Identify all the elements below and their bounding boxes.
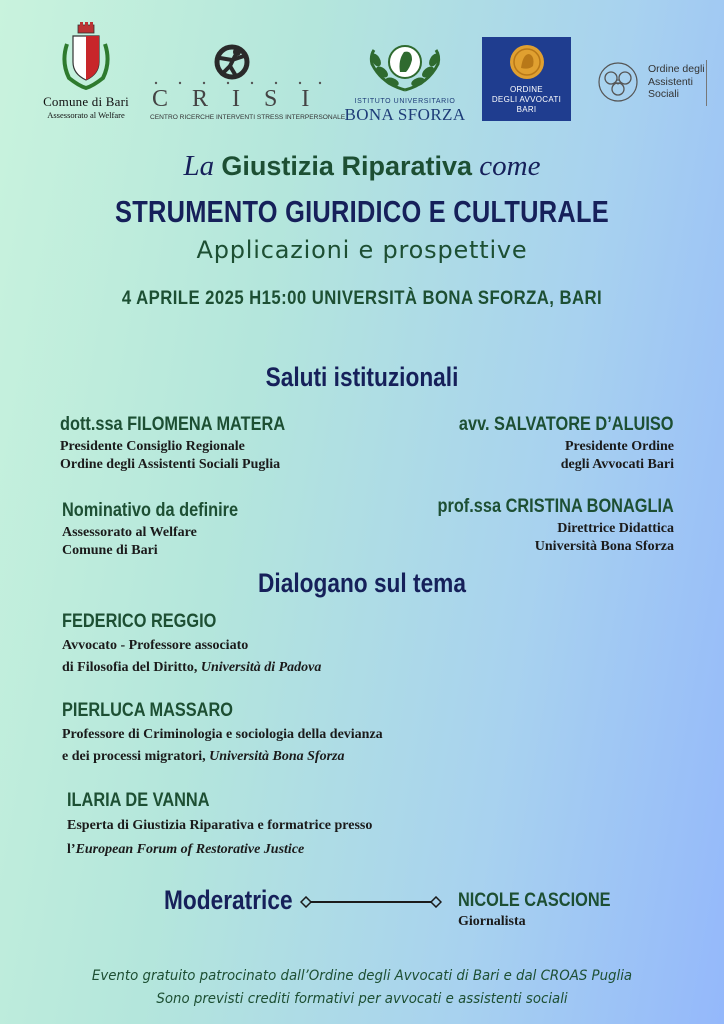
comune-name: Comune di Bari (43, 94, 129, 109)
footer-line2: Sono previsti crediti formativi per avvocati e assistenti sociali (156, 991, 568, 1007)
speaker-matera (60, 414, 322, 474)
speaker-role-line2 (62, 746, 383, 768)
ordine-line3: BARI (516, 105, 537, 114)
speaker-massaro (62, 700, 383, 768)
event-title (0, 150, 724, 183)
speaker-bonaglia (399, 496, 674, 556)
crisi-subtitle: CENTRO RICERCHE INTERVENTI STRESS INTERPERSONALE (150, 114, 346, 121)
speaker-daluiso (424, 414, 674, 474)
oas-text (648, 63, 705, 101)
section-dialogano-heading: Dialogano sul tema (258, 568, 466, 598)
moderatrice-label: Moderatrice (164, 885, 293, 915)
role-university: Università di Padova (200, 660, 322, 675)
crisi-letters: CRISI (152, 86, 334, 112)
event-tagline: Applicazioni e prospettive (196, 236, 528, 264)
oas-line1: Ordine degli (648, 63, 705, 75)
laurel-emblem-icon (360, 38, 450, 96)
speaker-role-line1: Avvocato - Professore associato (62, 638, 249, 653)
speaker-name: Nominativo da definire (62, 500, 239, 521)
speaker-role-line1: Presidente Consiglio Regionale (60, 439, 245, 454)
speaker-name: dott.ssa FILOMENA MATERA (60, 414, 286, 435)
speaker-name: FEDERICO REGGIO (62, 611, 217, 632)
speaker-nominativo (62, 500, 267, 560)
speaker-role-line2: degli Avvocati Bari (560, 457, 674, 472)
speaker-name: PIERLUCA MASSARO (62, 700, 233, 721)
role-plain: l’ (67, 842, 76, 857)
logo-ordine-avvocati (482, 37, 571, 121)
speaker-name: ILARIA DE VANNA (67, 790, 210, 811)
speaker-role-line2: Ordine degli Assistenti Sociali Puglia (60, 457, 281, 472)
speaker-name: avv. SALVATORE D’ALUISO (459, 414, 674, 435)
bona-name: BONA SFORZA (344, 105, 466, 124)
speaker-reggio (62, 611, 321, 679)
speaker-de-vanna (67, 790, 372, 862)
speaker-role-line1: Presidente Ordine (564, 439, 674, 454)
speaker-role-line2: Comune di Bari (62, 543, 158, 558)
gold-coin-icon (507, 42, 547, 82)
speaker-role-line2 (62, 657, 321, 679)
title-come: come (479, 150, 541, 182)
moderator-name: NICOLE CASCIONE (458, 890, 611, 911)
logo-ordine-assistenti-sociali (596, 60, 714, 110)
spiral-emblem-icon (596, 60, 640, 104)
moderator-role: Giornalista (458, 914, 526, 929)
logo-comune-di-bari (36, 22, 136, 122)
oas-line2: Assistenti (648, 75, 693, 88)
connector-line-icon (300, 896, 442, 908)
role-plain: di Filosofia del Diritto, (62, 660, 201, 675)
oas-line3: Sociali (648, 88, 679, 100)
ordine-line2: DEGLI AVVOCATI (491, 95, 562, 104)
comune-subtitle: Assessorato al Welfare (47, 110, 125, 120)
speaker-role-line2: Università Bona Sforza (534, 539, 674, 554)
ordine-line1: ORDINE (510, 85, 543, 94)
speaker-role-line1: Esperta di Giustizia Riparativa e formatrice presso (67, 818, 373, 833)
logo-bona-sforza (340, 38, 470, 124)
speaker-role-line1: Assessorato al Welfare (62, 525, 197, 540)
speaker-role-line1: Direttrice Didattica (557, 521, 674, 536)
footer-line1: Evento gratuito patrocinato dall’Ordine degli Avvocati di Bari e dal CROAS Puglia (91, 968, 633, 984)
role-organization: European Forum of Restorative Justice (75, 842, 305, 857)
event-subtitle: STRUMENTO GIURIDICO E CULTURALE (115, 194, 609, 229)
section-saluti-heading: Saluti istituzionali (265, 362, 459, 392)
title-main: Giustizia Riparativa (221, 151, 473, 181)
role-plain: e dei processi migratori, (62, 749, 210, 764)
oas-divider (706, 60, 707, 106)
title-la: La (183, 150, 215, 182)
bona-subtitle: ISTITUTO UNIVERSITARIO (354, 98, 456, 105)
event-date-place: 4 APRILE 2025 H15:00 UNIVERSITÀ BONA SFORZA, BARI (121, 288, 603, 309)
speaker-role-line1: Professore di Criminologia e sociologia della devianza (62, 727, 383, 742)
role-university: Università Bona Sforza (209, 749, 345, 764)
coat-of-arms-icon (59, 22, 113, 90)
moderator (458, 890, 635, 931)
logo-crisi (150, 40, 346, 124)
speaker-name: prof.ssa CRISTINA BONAGLIA (437, 496, 674, 517)
speaker-role-line2 (67, 838, 372, 862)
